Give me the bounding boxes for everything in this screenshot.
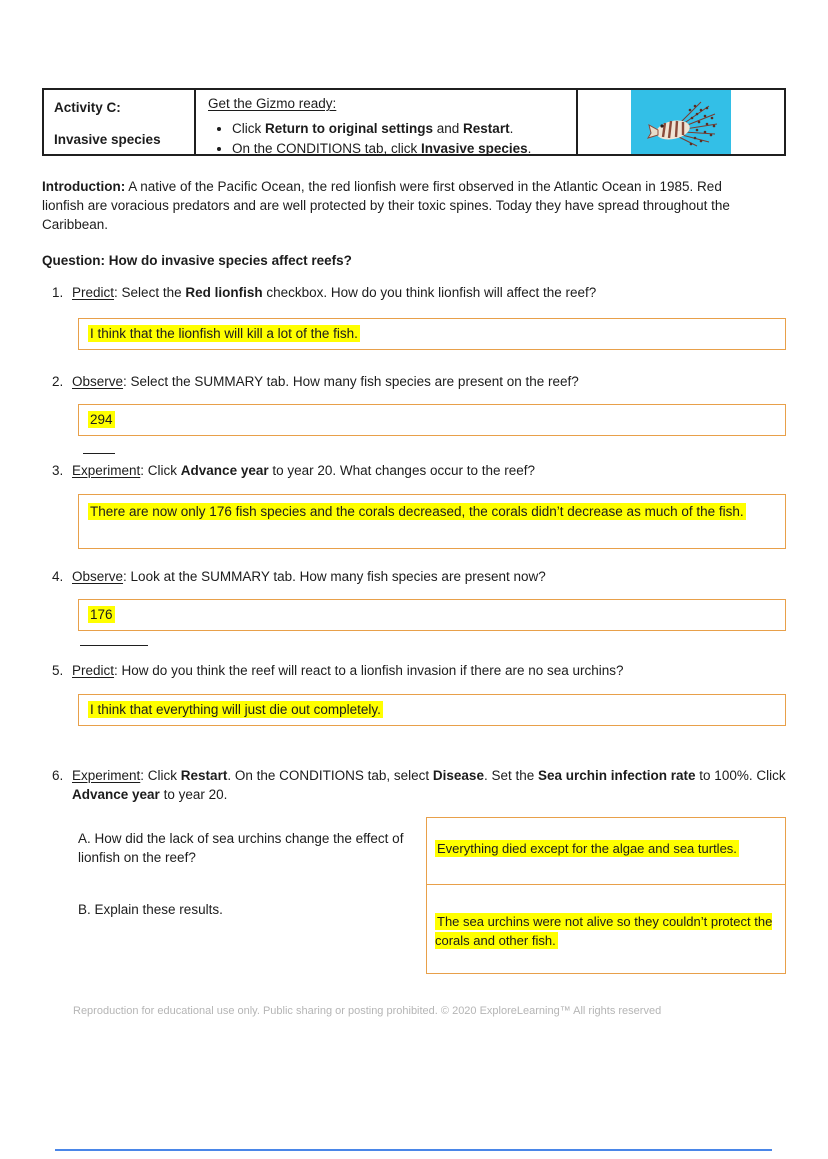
question-6-number: 6. [52,768,64,783]
activity-title-cell [44,90,196,154]
answer-3-highlighted-text: There are now only 176 fish species and the corals decreased, the corals didn’t decrease as much of the fish. [90,504,744,519]
answer-box-6b[interactable] [426,884,786,974]
introduction-paragraph: Introduction: A native of the Pacific Ocean, the red lionfish were first observed in the Atlantic Ocean in 1985. Red lionfish are voracious predators and are well protected by their toxic spines. Today they have spread throughout the Caribbean. [42,179,730,232]
question-4-number: 4. [52,569,64,584]
question-5 [42,661,786,680]
answer-box-2[interactable] [78,404,786,436]
answer-5-highlighted-text: I think that everything will just die out completely. [90,702,381,717]
gizmo-ready-list [208,119,572,159]
worksheet-page [0,88,828,1021]
question-1-text: Predict: Select the Red lionfish checkbox. How do you think lionfish will affect the reef? [72,285,597,300]
question-3-text: Experiment: Click Advance year to year 20. What changes occur to the reef? [72,463,536,478]
question-2-number: 2. [52,374,64,389]
gizmo-ready-cell [196,90,578,154]
bottom-divider-line [55,1149,772,1151]
answer-1-highlighted-text: I think that the lionfish will kill a lot of the fish. [90,326,358,341]
header-table [42,88,786,156]
answer-6a-highlighted-text: Everything died except for the algae and sea turtles. [437,841,737,856]
question-6b: B. Explain these results. [78,902,223,917]
question-6a: A. How did the lack of sea urchins change the effect of lionfish on the reef? [78,831,404,865]
answer-box-6a[interactable] [426,817,786,885]
sub-question-section [42,817,786,974]
red-lionfish-image [631,90,731,154]
activity-name: Invasive species [54,132,161,147]
answer-box-5[interactable] [78,694,786,726]
question-2-text: Observe: Select the SUMMARY tab. How many fish species are present on the reef? [72,374,579,389]
answer-4-highlighted-text: 176 [90,607,113,622]
main-question-heading: Question: How do invasive species affect reefs? [42,253,352,268]
question-4 [42,567,786,586]
gizmo-ready-bullet-2: • On the CONDITIONS tab, click Invasive species. [232,139,572,159]
question-5-text: Predict: How do you think the reef will react to a lionfish invasion if there are no sea urchins? [72,663,624,678]
gizmo-ready-heading: Get the Gizmo ready: [208,96,337,111]
question-1 [42,283,786,302]
answer-box-4[interactable] [78,599,786,631]
answer-2-highlighted-text: 294 [90,412,113,427]
question-2 [42,372,786,391]
answer-6b-highlighted-text: The sea urchins were not alive so they couldn’t protect the corals and other fish. [435,913,773,948]
answer-box-3[interactable] [78,494,786,549]
red-lionfish-illustration [635,92,727,152]
question-6 [42,766,786,804]
question-3-number: 3. [52,463,64,478]
sub-answer-column [426,817,786,974]
footer-copyright: Reproduction for educational use only. Public sharing or posting prohibited. © 2020 ExploreLearning™ All rights reserved [73,1004,662,1017]
question-6-text: Experiment: Click Restart. On the CONDITIONS tab, select Disease. Set the Sea urchin infection rate to 100%. Click Advance year to year 20. [72,768,786,802]
question-3 [42,461,786,480]
gizmo-ready-bullet-1: • Click Return to original settings and Restart. [232,119,572,139]
question-4-text: Observe: Look at the SUMMARY tab. How many fish species are present now? [72,569,546,584]
sub-question-column [42,817,426,974]
activity-label: Activity C: [54,100,121,115]
answer-box-1[interactable] [78,318,786,350]
question-5-number: 5. [52,663,64,678]
blank-underscore-line-1 [83,453,115,454]
blank-underscore-line-2 [80,645,148,646]
question-1-number: 1. [52,285,64,300]
image-cell [578,90,784,154]
